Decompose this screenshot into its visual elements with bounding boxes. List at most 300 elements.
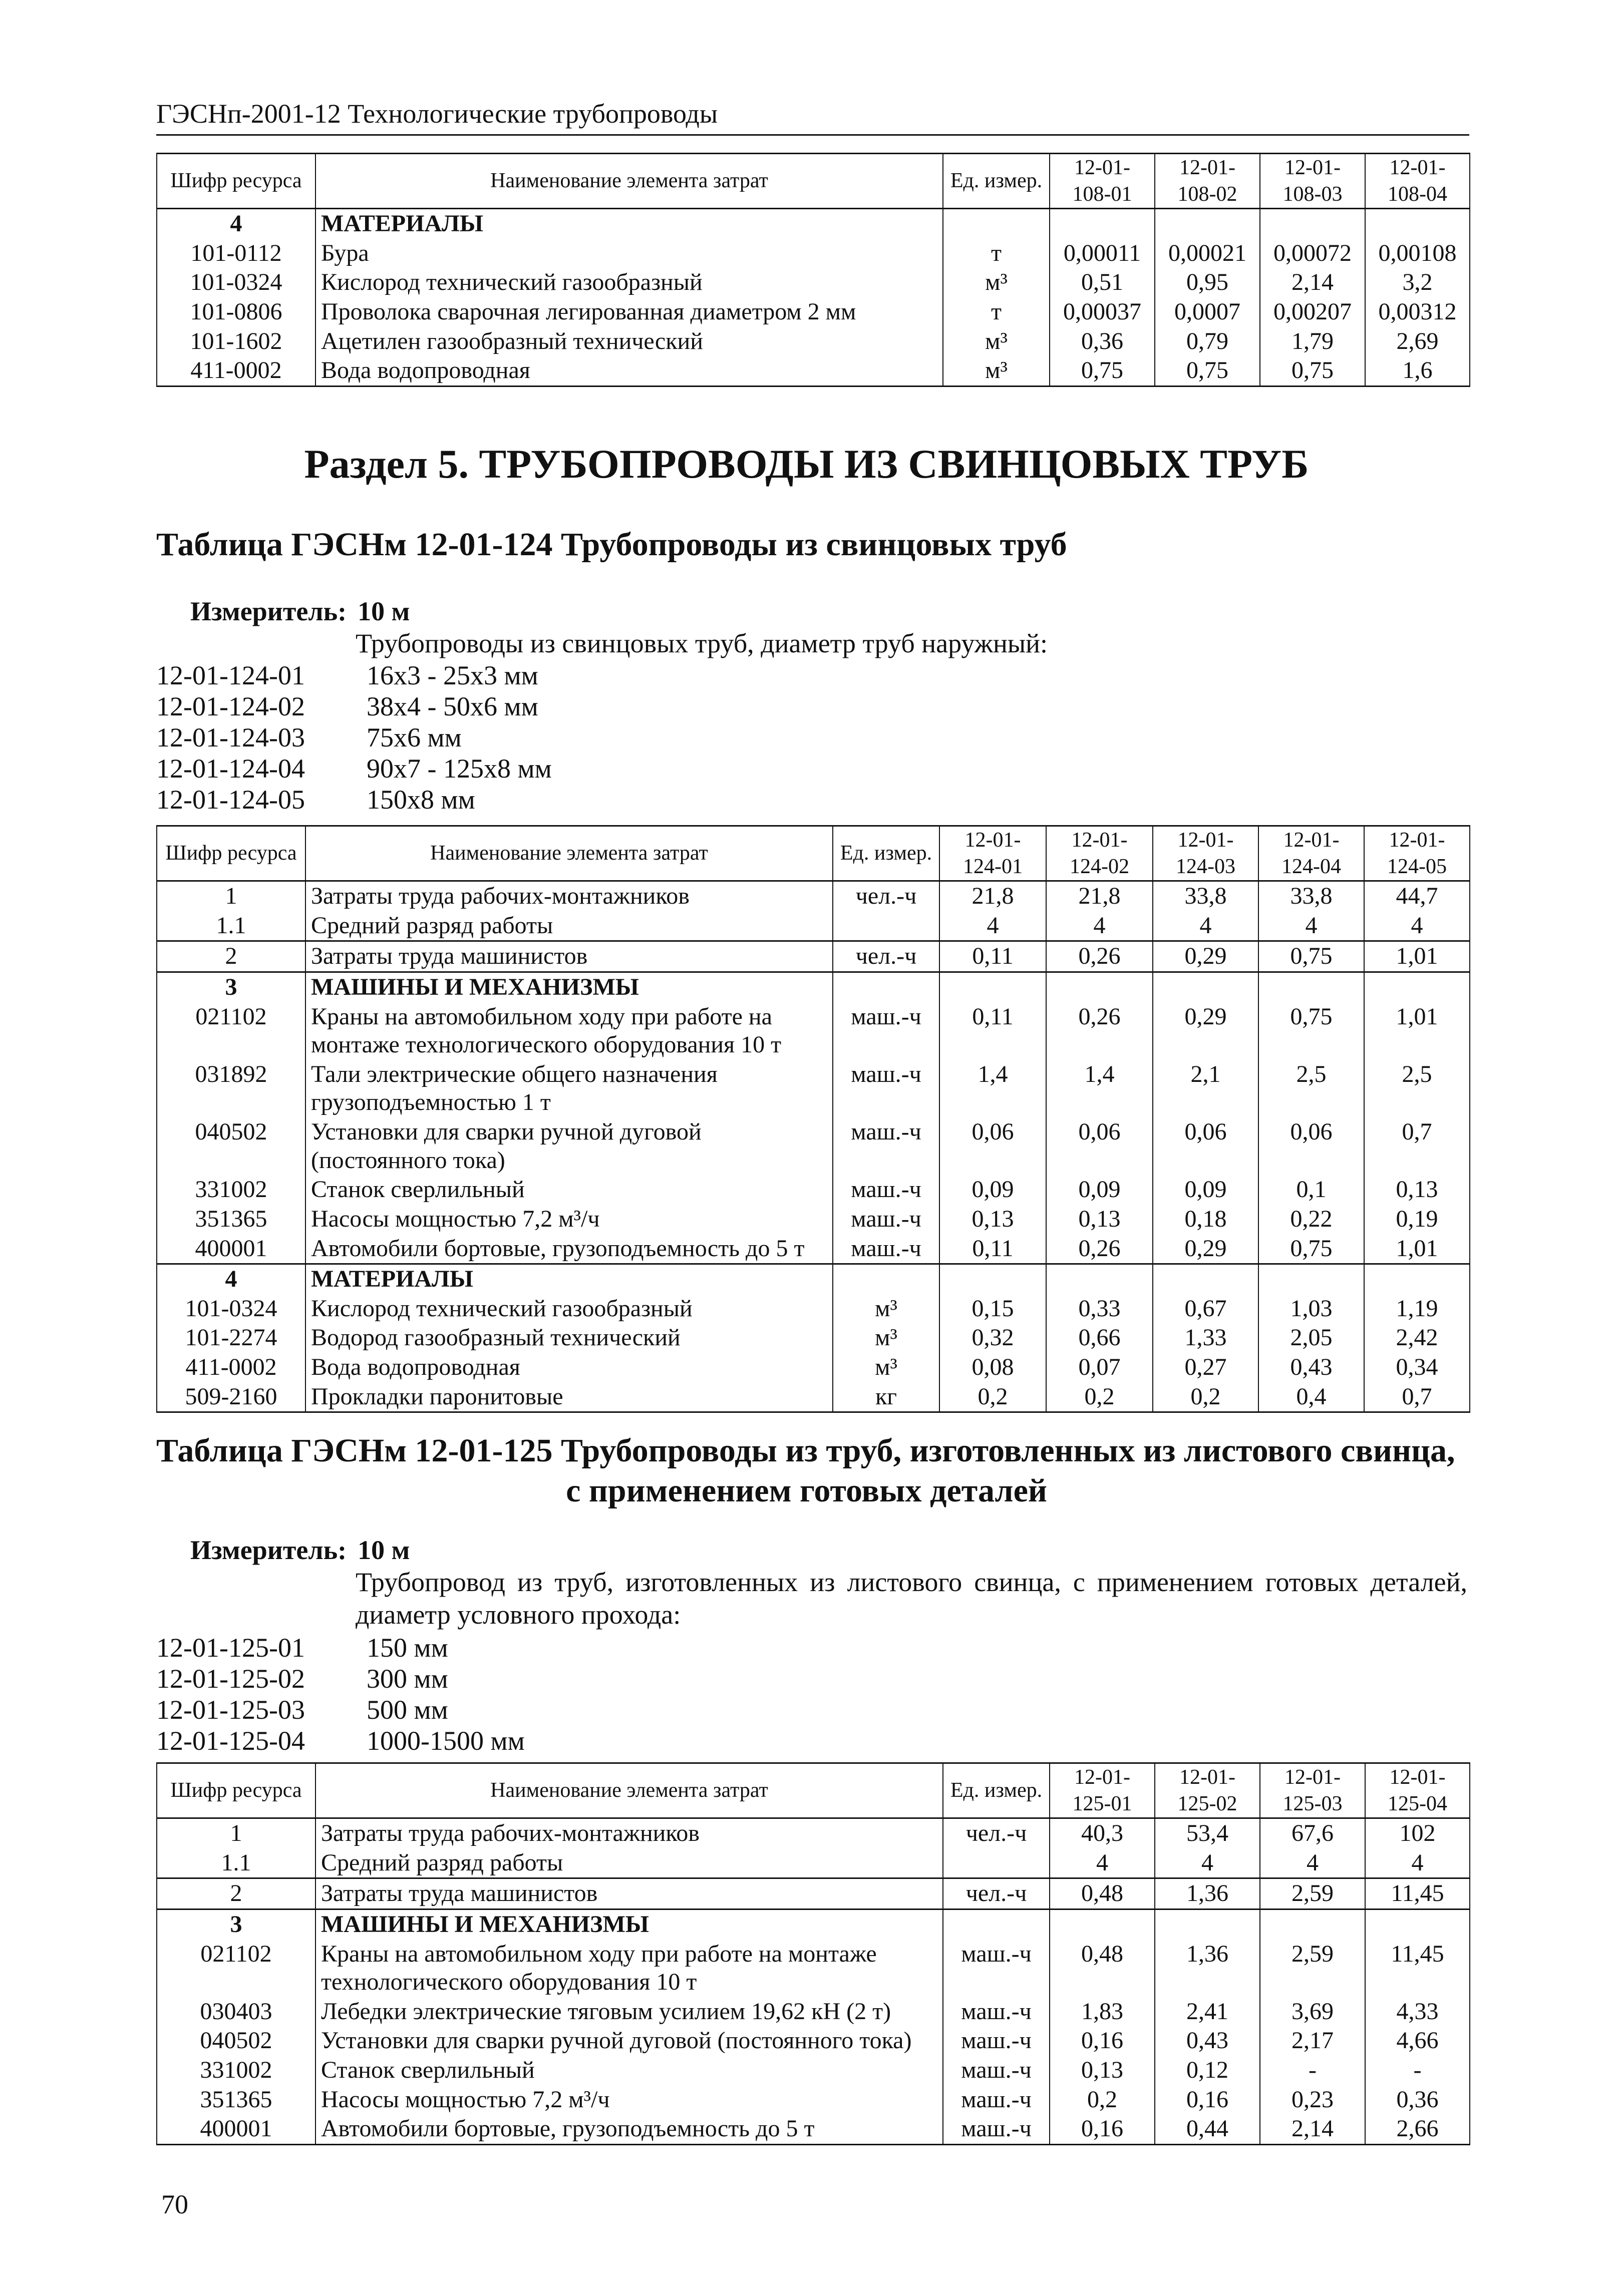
resource-code: 3	[157, 972, 305, 1002]
norm-value	[1364, 1264, 1470, 1294]
norm-value: 0,1	[1258, 1175, 1364, 1205]
variant-row	[156, 660, 552, 691]
meter-value: 10 м	[358, 596, 410, 626]
norm-value: 0,12	[1155, 2056, 1260, 2085]
col-header-norm: 12-01- 124-01	[939, 826, 1046, 881]
variant-row	[156, 1632, 525, 1663]
norm-value: 1,83	[1050, 1997, 1155, 2027]
norm-value: 0,06	[1258, 1117, 1364, 1175]
norm-value	[939, 1264, 1046, 1294]
norm-value: 0,2	[939, 1382, 1046, 1412]
table-header	[157, 154, 1470, 209]
resource-code: 101-2274	[157, 1323, 305, 1353]
table-row	[157, 911, 1470, 941]
norm-value	[1050, 209, 1155, 239]
norm-value: 4	[1155, 1848, 1260, 1878]
norm-value: 4	[1364, 911, 1470, 941]
norm-value: 0,95	[1155, 268, 1260, 297]
norm-value: 0,08	[939, 1353, 1046, 1382]
norm-value: -	[1260, 2056, 1365, 2085]
resource-code: 411-0002	[157, 1353, 305, 1382]
resource-unit: маш.-ч	[833, 1002, 939, 1060]
norm-value: 11,45	[1365, 1878, 1470, 1909]
table-row	[157, 1002, 1470, 1060]
norm-value: 0,00108	[1365, 239, 1470, 268]
resource-unit: м³	[833, 1294, 939, 1324]
resource-unit: маш.-ч	[943, 2114, 1050, 2144]
col-header-code: Шифр ресурса	[157, 826, 305, 881]
col-header-name: Наименование элемента затрат	[305, 826, 833, 881]
table-124-meter	[190, 596, 410, 627]
norm-value: 4,66	[1365, 2026, 1470, 2056]
col-header-norm: 12-01- 125-03	[1260, 1763, 1365, 1818]
resource-name: Лебедки электрические тяговым усилием 19,62 кН (2 т)	[315, 1997, 943, 2027]
norm-value: 1,01	[1364, 941, 1470, 972]
norm-value: 0,48	[1050, 1878, 1155, 1909]
table-row	[157, 2114, 1470, 2144]
col-header-norm: 12-01- 124-03	[1153, 826, 1258, 881]
resource-unit	[943, 209, 1050, 239]
variant-row	[156, 784, 552, 815]
norm-value: 0,15	[939, 1294, 1046, 1324]
norm-value: 0,66	[1046, 1323, 1153, 1353]
norm-value: 0,2	[1153, 1382, 1258, 1412]
resource-name: Водород газообразный технический	[305, 1323, 833, 1353]
norm-value: 3,2	[1365, 268, 1470, 297]
resource-name: Насосы мощностью 7,2 м³/ч	[315, 2085, 943, 2115]
variant-desc: 38х4 - 50х6 мм	[367, 691, 538, 721]
norm-value	[1050, 1909, 1155, 1939]
table-row	[157, 1234, 1470, 1264]
resource-code: 351365	[157, 1205, 305, 1234]
col-header-norm: 12-01- 108-04	[1365, 154, 1470, 209]
resource-code: 101-0324	[157, 1294, 305, 1324]
resource-code: 030403	[157, 1997, 315, 2027]
resource-code: 040502	[157, 2026, 315, 2056]
norm-value: 0,26	[1046, 941, 1153, 972]
table-body	[157, 209, 1470, 387]
norm-value: 0,75	[1050, 356, 1155, 386]
variant-code: 12-01-125-04	[156, 1726, 305, 1756]
header-rule	[156, 134, 1469, 136]
resource-name: Автомобили бортовые, грузоподъемность до 5 т	[315, 2114, 943, 2144]
resource-unit: маш.-ч	[943, 2085, 1050, 2115]
resource-unit: маш.-ч	[943, 2026, 1050, 2056]
resource-unit: м³	[943, 268, 1050, 297]
norm-value: 0,27	[1153, 1353, 1258, 1382]
col-header-norm: 12-01- 125-02	[1155, 1763, 1260, 1818]
table-125-intro: Трубопровод из труб, изготовленных из листового свинца, с применением готовых деталей, диаметр условного прохода:	[356, 1567, 1467, 1630]
norm-value: 0,51	[1050, 268, 1155, 297]
norm-value: 0,00037	[1050, 297, 1155, 327]
norm-value: 0,44	[1155, 2114, 1260, 2144]
resource-name: Средний разряд работы	[315, 1848, 943, 1878]
norm-value: 21,8	[939, 881, 1046, 911]
table-header	[157, 1763, 1470, 1818]
norm-value: 1,01	[1364, 1002, 1470, 1060]
norm-value: 0,16	[1155, 2085, 1260, 2115]
variant-desc: 16х3 - 25х3 мм	[367, 660, 538, 690]
resource-unit: маш.-ч	[943, 1940, 1050, 1997]
header-row	[157, 1763, 1470, 1818]
resource-unit: чел.-ч	[943, 1878, 1050, 1909]
table-row	[157, 1353, 1470, 1382]
norm-value: 0,79	[1155, 327, 1260, 356]
col-header-unit: Ед. измер.	[943, 154, 1050, 209]
norm-value: 2,14	[1260, 268, 1365, 297]
norm-value: 2,5	[1364, 1060, 1470, 1117]
norm-value: 0,11	[939, 941, 1046, 972]
col-header-code: Шифр ресурса	[157, 1763, 315, 1818]
resource-code: 101-0324	[157, 268, 315, 297]
table-row	[157, 268, 1470, 297]
resource-name: Вода водопроводная	[305, 1353, 833, 1382]
resource-table-108	[156, 153, 1470, 387]
table-body	[157, 881, 1470, 1412]
resource-name: Бура	[315, 239, 943, 268]
resource-unit: маш.-ч	[833, 1175, 939, 1205]
header-row	[157, 154, 1470, 209]
table-124-title: Таблица ГЭСНм 12-01-124 Трубопроводы из свинцовых труб	[156, 526, 1067, 563]
norm-value: 0,06	[1153, 1117, 1258, 1175]
variant-desc: 75х6 мм	[367, 722, 462, 752]
norm-value: 2,1	[1153, 1060, 1258, 1117]
norm-value: 0,00072	[1260, 239, 1365, 268]
variant-row	[156, 722, 552, 753]
col-header-name: Наименование элемента затрат	[315, 1763, 943, 1818]
resource-unit: маш.-ч	[943, 2056, 1050, 2085]
norm-value: 1,01	[1364, 1234, 1470, 1264]
resource-name: Станок сверлильный	[315, 2056, 943, 2085]
norm-value	[1046, 972, 1153, 1002]
resource-unit: м³	[943, 356, 1050, 386]
norm-value: 0,19	[1364, 1205, 1470, 1234]
table-row	[157, 1848, 1470, 1878]
resource-name: Средний разряд работы	[305, 911, 833, 941]
norm-value: 4	[1258, 911, 1364, 941]
variant-code: 12-01-124-01	[156, 660, 305, 690]
col-header-norm: 12-01- 124-04	[1258, 826, 1364, 881]
resource-name: Прокладки паронитовые	[305, 1382, 833, 1412]
resource-unit: маш.-ч	[833, 1060, 939, 1117]
variant-code: 12-01-124-04	[156, 753, 305, 784]
resource-code: 331002	[157, 2056, 315, 2085]
norm-value: 0,13	[1364, 1175, 1470, 1205]
resource-code: 331002	[157, 1175, 305, 1205]
norm-value	[1153, 972, 1258, 1002]
variant-row	[156, 1663, 525, 1694]
resource-code: 1	[157, 1818, 315, 1848]
table-row	[157, 881, 1470, 911]
resource-code: 1.1	[157, 1848, 315, 1878]
resource-code: 509-2160	[157, 1382, 305, 1412]
table-row	[157, 941, 1470, 972]
norm-value: 0,00011	[1050, 239, 1155, 268]
norm-value: 0,2	[1046, 1382, 1153, 1412]
norm-value: -	[1365, 2056, 1470, 2085]
norm-value: 0,75	[1258, 1234, 1364, 1264]
norm-value: 1,03	[1258, 1294, 1364, 1324]
resource-name: Затраты труда машинистов	[305, 941, 833, 972]
table-row	[157, 1205, 1470, 1234]
resource-name: Проволока сварочная легированная диаметром 2 мм	[315, 297, 943, 327]
resource-unit: м³	[833, 1323, 939, 1353]
norm-value: 2,59	[1260, 1878, 1365, 1909]
resource-name: МАТЕРИАЛЫ	[305, 1264, 833, 1294]
resource-table-124	[156, 825, 1470, 1413]
meter-value: 10 м	[358, 1535, 410, 1565]
resource-name: Тали электрические общего назначения грузоподъемностью 1 т	[305, 1060, 833, 1117]
norm-value: 11,45	[1365, 1940, 1470, 1997]
norm-value: 0,33	[1046, 1294, 1153, 1324]
resource-unit: м³	[833, 1353, 939, 1382]
resource-name: Краны на автомобильном ходу при работе на монтаже технологического оборудования 10 т	[315, 1940, 943, 1997]
variant-code: 12-01-125-02	[156, 1664, 305, 1694]
resource-code: 400001	[157, 1234, 305, 1264]
resource-code: 2	[157, 941, 305, 972]
resource-code: 4	[157, 1264, 305, 1294]
norm-value: 0,7	[1364, 1117, 1470, 1175]
norm-value	[1155, 209, 1260, 239]
resource-code: 021102	[157, 1002, 305, 1060]
col-header-norm: 12-01- 125-01	[1050, 1763, 1155, 1818]
header-row	[157, 826, 1470, 881]
variant-desc: 150х8 мм	[367, 785, 475, 815]
norm-value: 0,16	[1050, 2114, 1155, 2144]
table-row	[157, 209, 1470, 239]
norm-value: 0,11	[939, 1234, 1046, 1264]
col-header-code: Шифр ресурса	[157, 154, 315, 209]
table-row	[157, 239, 1470, 268]
col-header-norm: 12-01- 125-04	[1365, 1763, 1470, 1818]
norm-value: 53,4	[1155, 1818, 1260, 1848]
table-row	[157, 1323, 1470, 1353]
resource-unit: кг	[833, 1382, 939, 1412]
norm-value	[939, 972, 1046, 1002]
resource-code: 411-0002	[157, 356, 315, 386]
norm-value: 0,34	[1364, 1353, 1470, 1382]
resource-name: Затраты труда рабочих-монтажников	[315, 1818, 943, 1848]
norm-value: 0,43	[1258, 1353, 1364, 1382]
norm-value	[1260, 209, 1365, 239]
norm-value: 21,8	[1046, 881, 1153, 911]
norm-value: 0,4	[1258, 1382, 1364, 1412]
meter-label: Измеритель:	[190, 1535, 347, 1565]
norm-value: 0,29	[1153, 941, 1258, 972]
norm-value: 4	[1046, 911, 1153, 941]
norm-value	[1046, 1264, 1153, 1294]
table-row	[157, 1997, 1470, 2027]
resource-code: 351365	[157, 2085, 315, 2115]
resource-name: Автомобили бортовые, грузоподъемность до 5 т	[305, 1234, 833, 1264]
table-row	[157, 2085, 1470, 2115]
resource-unit	[943, 1909, 1050, 1939]
variant-desc: 90х7 - 125х8 мм	[367, 753, 552, 784]
meter-label: Измеритель:	[190, 596, 347, 626]
norm-value: 40,3	[1050, 1818, 1155, 1848]
resource-unit	[833, 1264, 939, 1294]
norm-value: 0,11	[939, 1002, 1046, 1060]
variant-desc: 150 мм	[367, 1633, 448, 1663]
norm-value: 1,36	[1155, 1878, 1260, 1909]
resource-unit	[943, 1848, 1050, 1878]
resource-unit: м³	[943, 327, 1050, 356]
norm-value: 0,2	[1050, 2085, 1155, 2115]
col-header-unit: Ед. измер.	[833, 826, 939, 881]
variant-desc: 300 мм	[367, 1664, 448, 1694]
norm-value: 2,41	[1155, 1997, 1260, 2027]
norm-value: 0,13	[939, 1205, 1046, 1234]
norm-value: 0,32	[939, 1323, 1046, 1353]
norm-value: 0,7	[1364, 1382, 1470, 1412]
norm-value: 0,13	[1050, 2056, 1155, 2085]
variant-code: 12-01-125-03	[156, 1695, 305, 1725]
col-header-norm: 12-01- 124-05	[1364, 826, 1470, 881]
norm-value: 0,48	[1050, 1940, 1155, 1997]
norm-value: 0,00021	[1155, 239, 1260, 268]
variant-row	[156, 691, 552, 722]
norm-value: 2,17	[1260, 2026, 1365, 2056]
resource-code: 2	[157, 1878, 315, 1909]
resource-code: 101-0806	[157, 297, 315, 327]
col-header-norm: 12-01- 124-02	[1046, 826, 1153, 881]
variant-row	[156, 1725, 525, 1756]
norm-value: 0,00312	[1365, 297, 1470, 327]
table-row	[157, 972, 1470, 1002]
norm-value: 0,09	[1153, 1175, 1258, 1205]
resource-name: Краны на автомобильном ходу при работе на монтаже технологического оборудования 10 т	[305, 1002, 833, 1060]
resource-unit: маш.-ч	[833, 1205, 939, 1234]
resource-name: Станок сверлильный	[305, 1175, 833, 1205]
table-row	[157, 2026, 1470, 2056]
norm-value: 0,29	[1153, 1002, 1258, 1060]
resource-unit: чел.-ч	[833, 941, 939, 972]
norm-value: 0,43	[1155, 2026, 1260, 2056]
norm-value: 0,07	[1046, 1353, 1153, 1382]
resource-name: МАШИНЫ И МЕХАНИЗМЫ	[315, 1909, 943, 1939]
norm-value	[1364, 972, 1470, 1002]
norm-value: 1,19	[1364, 1294, 1470, 1324]
resource-code: 4	[157, 209, 315, 239]
resource-name: Насосы мощностью 7,2 м³/ч	[305, 1205, 833, 1234]
table-row	[157, 1878, 1470, 1909]
norm-value: 1,4	[1046, 1060, 1153, 1117]
col-header-norm: 12-01- 108-02	[1155, 154, 1260, 209]
norm-value: 0,06	[1046, 1117, 1153, 1175]
resource-table-125	[156, 1762, 1470, 2145]
resource-name: Установки для сварки ручной дуговой (постоянного тока)	[305, 1117, 833, 1175]
norm-value: 1,33	[1153, 1323, 1258, 1353]
resource-unit: маш.-ч	[833, 1234, 939, 1264]
table-row	[157, 2056, 1470, 2085]
norm-value: 2,69	[1365, 327, 1470, 356]
variant-code: 12-01-125-01	[156, 1633, 305, 1663]
norm-value: 0,22	[1258, 1205, 1364, 1234]
col-header-norm: 12-01- 108-01	[1050, 154, 1155, 209]
norm-value: 2,59	[1260, 1940, 1365, 1997]
norm-value: 0,75	[1260, 356, 1365, 386]
table-row	[157, 1382, 1470, 1412]
table-125-meter	[190, 1535, 410, 1566]
resource-code: 3	[157, 1909, 315, 1939]
resource-name: Кислород технический газообразный	[305, 1294, 833, 1324]
norm-value: 1,79	[1260, 327, 1365, 356]
variant-code: 12-01-124-03	[156, 722, 305, 752]
page-number: 70	[161, 2189, 188, 2219]
table-125-variants	[156, 1632, 525, 1756]
resource-name: Затраты труда рабочих-монтажников	[305, 881, 833, 911]
norm-value: 0,09	[939, 1175, 1046, 1205]
resource-unit: маш.-ч	[833, 1117, 939, 1175]
resource-unit: чел.-ч	[943, 1818, 1050, 1848]
col-header-norm: 12-01- 108-03	[1260, 154, 1365, 209]
norm-value: 4,33	[1365, 1997, 1470, 2027]
norm-value: 0,75	[1155, 356, 1260, 386]
norm-value: 0,18	[1153, 1205, 1258, 1234]
norm-value: 4	[1365, 1848, 1470, 1878]
norm-value: 102	[1365, 1818, 1470, 1848]
norm-value: 1,36	[1155, 1940, 1260, 1997]
section-title: Раздел 5. ТРУБОПРОВОДЫ ИЗ СВИНЦОВЫХ ТРУБ	[304, 441, 1309, 487]
resource-name: Вода водопроводная	[315, 356, 943, 386]
table-header	[157, 826, 1470, 881]
table-row	[157, 1175, 1470, 1205]
norm-value: 1,4	[939, 1060, 1046, 1117]
resource-name: МАТЕРИАЛЫ	[315, 209, 943, 239]
variant-row	[156, 753, 552, 784]
norm-value: 3,69	[1260, 1997, 1365, 2027]
variant-code: 12-01-124-05	[156, 785, 305, 815]
table-body	[157, 1818, 1470, 2145]
resource-unit: т	[943, 239, 1050, 268]
resource-name: Установки для сварки ручной дуговой (постоянного тока)	[315, 2026, 943, 2056]
norm-value: 0,13	[1046, 1205, 1153, 1234]
resource-name: Кислород технический газообразный	[315, 268, 943, 297]
norm-value: 2,05	[1258, 1323, 1364, 1353]
table-row	[157, 1117, 1470, 1175]
table-row	[157, 297, 1470, 327]
col-header-unit: Ед. измер.	[943, 1763, 1050, 1818]
norm-value: 0,06	[939, 1117, 1046, 1175]
resource-unit: чел.-ч	[833, 881, 939, 911]
norm-value: 0,36	[1365, 2085, 1470, 2115]
norm-value	[1258, 1264, 1364, 1294]
norm-value: 1,6	[1365, 356, 1470, 386]
norm-value: 0,75	[1258, 941, 1364, 972]
resource-code: 1	[157, 881, 305, 911]
table-row	[157, 1060, 1470, 1117]
norm-value: 2,66	[1365, 2114, 1470, 2144]
norm-value: 0,36	[1050, 327, 1155, 356]
norm-value: 2,14	[1260, 2114, 1365, 2144]
resource-unit	[833, 911, 939, 941]
table-124-intro: Трубопроводы из свинцовых труб, диаметр труб наружный:	[356, 628, 1048, 658]
resource-unit	[833, 972, 939, 1002]
resource-code: 101-0112	[157, 239, 315, 268]
resource-code: 031892	[157, 1060, 305, 1117]
resource-code: 101-1602	[157, 327, 315, 356]
table-125-title-line2: с применением готовых деталей	[566, 1472, 1047, 1509]
norm-value: 0,29	[1153, 1234, 1258, 1264]
norm-value: 67,6	[1260, 1818, 1365, 1848]
variant-desc: 500 мм	[367, 1695, 448, 1725]
norm-value: 0,09	[1046, 1175, 1153, 1205]
col-header-name: Наименование элемента затрат	[315, 154, 943, 209]
norm-value: 4	[1260, 1848, 1365, 1878]
resource-unit: т	[943, 297, 1050, 327]
norm-value	[1153, 1264, 1258, 1294]
table-row	[157, 1294, 1470, 1324]
